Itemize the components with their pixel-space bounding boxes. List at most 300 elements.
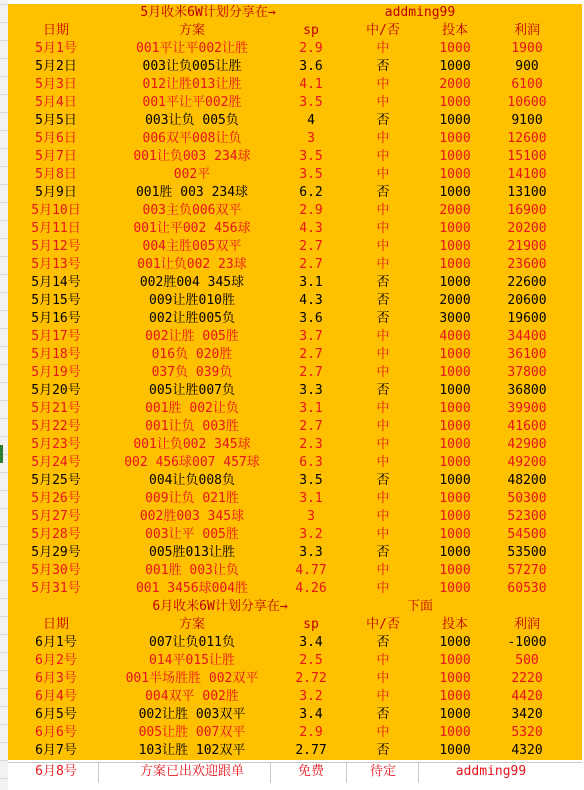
cell-stake[interactable]: 3000 xyxy=(439,311,471,326)
cell-profit[interactable]: 3420 xyxy=(511,707,543,722)
cell-plan[interactable]: 001胜 002让负 xyxy=(145,401,239,416)
cell-profit[interactable]: 19600 xyxy=(507,311,547,326)
cell-stake[interactable]: 1000 xyxy=(439,527,471,542)
cell-stake[interactable]: 1000 xyxy=(439,383,471,398)
cell-date[interactable]: 5月27号 xyxy=(31,509,81,524)
cell-profit[interactable]: 9100 xyxy=(511,113,543,128)
cell-plan[interactable]: 002胜004 345球 xyxy=(139,275,245,290)
cell-sp[interactable]: 2.5 xyxy=(299,653,323,668)
cell-date[interactable]: 5月4日 xyxy=(35,95,77,110)
cell-result[interactable]: 否 xyxy=(376,707,390,722)
row-divider xyxy=(0,4,8,5)
cell-profit[interactable]: 4420 xyxy=(511,689,543,704)
cell-profit[interactable]: 36800 xyxy=(507,383,547,398)
cell-date[interactable]: 6月2号 xyxy=(35,653,77,668)
cell-plan[interactable]: 002让胜005负 xyxy=(149,311,235,326)
cell-result[interactable]: 中 xyxy=(376,203,390,218)
cell-date[interactable]: 5月28号 xyxy=(31,527,81,542)
cell-plan[interactable]: 001让负 003胜 xyxy=(145,419,239,434)
cell-stake[interactable]: 1000 xyxy=(439,419,471,434)
cell-profit[interactable]: 21900 xyxy=(507,239,547,254)
cell-stake[interactable]: 1000 xyxy=(439,239,471,254)
cell-result[interactable]: 中 xyxy=(376,527,390,542)
cell-date[interactable]: 5月21号 xyxy=(31,401,81,416)
cell-plan[interactable]: 012让胜013让胜 xyxy=(142,77,242,92)
column-header-stake[interactable]: 投本 xyxy=(441,617,468,632)
cell-plan[interactable]: 009让负 021胜 xyxy=(145,491,239,506)
cell-date[interactable]: 5月31号 xyxy=(31,581,81,596)
may-table-row xyxy=(8,508,582,526)
cell-plan[interactable]: 001让负003 234球 xyxy=(133,149,251,164)
cell-stake[interactable]: 4000 xyxy=(439,329,471,344)
may-table-row xyxy=(8,418,582,436)
cell-date[interactable]: 5月6日 xyxy=(35,131,77,146)
june-table-row xyxy=(8,688,582,706)
cell-sp[interactable]: 3.4 xyxy=(299,635,323,650)
cell-result[interactable]: 中 xyxy=(376,167,390,182)
cell-sp[interactable]: 4.3 xyxy=(299,221,323,236)
cell-profit[interactable]: 34400 xyxy=(507,329,547,344)
cell-date[interactable]: 5月10日 xyxy=(31,203,81,218)
cell-date[interactable]: 5月13号 xyxy=(31,257,81,272)
cell-result[interactable]: 否 xyxy=(376,275,390,290)
cell-plan[interactable]: 103让胜 102双平 xyxy=(138,743,246,758)
cell-sp[interactable]: 3.3 xyxy=(299,383,323,398)
cell-result[interactable]: 中 xyxy=(376,257,390,272)
cell-result[interactable]: 中 xyxy=(376,725,390,740)
cell-sp[interactable]: 2.7 xyxy=(299,257,323,272)
cell-stake[interactable]: 1000 xyxy=(439,401,471,416)
cell-date[interactable]: 5月5日 xyxy=(35,113,77,128)
may-table-row xyxy=(8,220,582,238)
cell-result[interactable]: 否 xyxy=(376,635,390,650)
cell-plan[interactable]: 037负 039负 xyxy=(151,365,233,380)
cell-stake[interactable]: 1000 xyxy=(439,365,471,380)
cell-plan[interactable]: 001胜 003让负 xyxy=(145,563,239,578)
cell-profit[interactable]: 41600 xyxy=(507,419,547,434)
cell-stake[interactable]: 1000 xyxy=(439,671,471,686)
cell-date[interactable]: 6月7号 xyxy=(35,743,77,758)
last-row xyxy=(8,762,582,783)
cell-date[interactable]: 5月11日 xyxy=(31,221,81,236)
cell-date[interactable]: 6月8号 xyxy=(35,764,77,779)
cell-stake[interactable]: 2000 xyxy=(439,293,471,308)
cell-profit[interactable]: 20600 xyxy=(507,293,547,308)
cell-plan[interactable]: 003主负006双平 xyxy=(142,203,242,218)
june-header-row xyxy=(8,616,582,634)
cell-date[interactable]: 5月20号 xyxy=(31,383,81,398)
cell-plan[interactable]: 001半场胜胜 002双平 xyxy=(125,671,259,686)
cell-profit[interactable]: 900 xyxy=(515,59,539,74)
june-table-row xyxy=(8,634,582,652)
cell-date[interactable]: 5月30号 xyxy=(31,563,81,578)
cell-date[interactable]: 5月25号 xyxy=(31,473,81,488)
cell-stake[interactable]: 2000 xyxy=(439,77,471,92)
cell-profit[interactable]: 57270 xyxy=(507,563,547,578)
cell-stake[interactable]: 1000 xyxy=(439,221,471,236)
cell-stake[interactable]: 1000 xyxy=(439,509,471,524)
column-header-sp[interactable]: sp xyxy=(303,617,319,632)
cell-profit[interactable]: -1000 xyxy=(507,635,547,650)
cell-date[interactable]: 5月17号 xyxy=(31,329,81,344)
cell-result[interactable]: 中 xyxy=(376,239,390,254)
cell-stake[interactable]: 1000 xyxy=(439,635,471,650)
cell-plan[interactable]: 016负 020胜 xyxy=(151,347,233,362)
column-header-date[interactable]: 日期 xyxy=(42,23,69,38)
spreadsheet-grid[interactable] xyxy=(8,0,582,790)
cell-plan[interactable]: 001平让平002让胜 xyxy=(136,41,248,56)
cell-profit[interactable]: 5320 xyxy=(511,725,543,740)
cell-stake[interactable]: 1000 xyxy=(439,743,471,758)
cell-result[interactable]: 否 xyxy=(376,473,390,488)
cell-profit[interactable]: 4320 xyxy=(511,743,543,758)
cell-date[interactable]: 5月15号 xyxy=(31,293,81,308)
column-header-plan[interactable]: 方案 xyxy=(178,23,205,38)
cell-date[interactable]: 5月29号 xyxy=(31,545,81,560)
cell-result[interactable]: 否 xyxy=(376,311,390,326)
may-title-label[interactable]: 5月收米6W计划分享在→ xyxy=(140,5,276,20)
cell-stake[interactable]: 1000 xyxy=(439,167,471,182)
column-header-date[interactable]: 日期 xyxy=(42,617,69,632)
cell-result[interactable]: 否 xyxy=(376,185,390,200)
may-title-row xyxy=(8,4,582,22)
cell-profit[interactable]: 53500 xyxy=(507,545,547,560)
cell-stake[interactable]: 1000 xyxy=(439,689,471,704)
cell-stake[interactable]: 1000 xyxy=(439,653,471,668)
cell-result[interactable]: 中 xyxy=(376,509,390,524)
may-table-row xyxy=(8,490,582,508)
cell-result[interactable]: 中 xyxy=(376,581,390,596)
june-title-note[interactable]: 下面 xyxy=(406,599,433,614)
cell-stake[interactable]: 1000 xyxy=(439,473,471,488)
cell-sp[interactable]: 4.26 xyxy=(295,581,327,596)
cell-profit[interactable]: 16900 xyxy=(507,203,547,218)
june-title-row xyxy=(8,598,582,616)
may-table-row xyxy=(8,400,582,418)
cell-plan[interactable]: 002胜003 345球 xyxy=(139,509,245,524)
cell-result[interactable]: 中 xyxy=(376,95,390,110)
cell-plan[interactable]: 006双平008让负 xyxy=(142,131,242,146)
cell-sp[interactable]: 3.5 xyxy=(299,167,323,182)
cell-stake[interactable]: 1000 xyxy=(439,41,471,56)
may-table-row xyxy=(8,40,582,58)
cell-sp[interactable]: 2.7 xyxy=(299,239,323,254)
cell-plan[interactable]: 014平015让胜 xyxy=(149,653,235,668)
cell-date[interactable]: 5月19号 xyxy=(31,365,81,380)
cell-date[interactable]: 6月5号 xyxy=(35,707,77,722)
cell-sp[interactable]: 2.9 xyxy=(299,203,323,218)
june-table-row xyxy=(8,724,582,742)
cell-result[interactable]: 中 xyxy=(376,221,390,236)
cell-sp[interactable]: 2.72 xyxy=(295,671,327,686)
cell-sp[interactable]: 2.7 xyxy=(299,347,323,362)
cell-sp[interactable]: 4.1 xyxy=(299,77,323,92)
cell-stake[interactable]: 1000 xyxy=(439,257,471,272)
cell-stake[interactable]: 1000 xyxy=(439,185,471,200)
cell-stake[interactable]: 1000 xyxy=(439,59,471,74)
cell-result[interactable]: 中 xyxy=(376,77,390,92)
may-table-row xyxy=(8,202,582,220)
may-table-row xyxy=(8,580,582,598)
may-table-row xyxy=(8,148,582,166)
cell-sp[interactable]: 2.9 xyxy=(299,41,323,56)
cell-sp[interactable]: 4.77 xyxy=(295,563,327,578)
may-table-row xyxy=(8,166,582,184)
may-table-row xyxy=(8,256,582,274)
cell-sp[interactable]: 免费 xyxy=(297,764,324,779)
may-table-row xyxy=(8,76,582,94)
may-table-row xyxy=(8,274,582,292)
cell-stake[interactable]: 2000 xyxy=(439,203,471,218)
cell-profit[interactable]: 39900 xyxy=(507,401,547,416)
may-table-row xyxy=(8,94,582,112)
cell-date[interactable]: 6月6号 xyxy=(35,725,77,740)
cell-sp[interactable]: 3 xyxy=(307,509,315,524)
cell-date[interactable]: 5月12号 xyxy=(31,239,81,254)
cell-plan[interactable]: 004主胜005双平 xyxy=(142,239,242,254)
grid-line xyxy=(346,763,347,783)
may-table-row xyxy=(8,310,582,328)
cell-sp[interactable]: 3.2 xyxy=(299,527,323,542)
column-header-plan[interactable]: 方案 xyxy=(178,617,205,632)
column-header-profit[interactable]: 利润 xyxy=(513,23,540,38)
column-header-result[interactable]: 中/否 xyxy=(366,617,400,632)
cell-result[interactable]: 中 xyxy=(376,491,390,506)
june-table-row xyxy=(8,742,582,760)
cell-date[interactable]: 5月14号 xyxy=(31,275,81,290)
cell-plan[interactable]: 001让负002 345球 xyxy=(133,437,251,452)
cell-sp[interactable]: 3.1 xyxy=(299,401,323,416)
cell-plan[interactable]: 001让平002 456球 xyxy=(133,221,251,236)
may-table-row xyxy=(8,130,582,148)
cell-date[interactable]: 5月3日 xyxy=(35,77,77,92)
may-table-row xyxy=(8,436,582,454)
cell-profit[interactable]: 6100 xyxy=(511,77,543,92)
column-header-stake[interactable]: 投本 xyxy=(441,23,468,38)
cell-sp[interactable]: 4.3 xyxy=(299,293,323,308)
cell-sp[interactable]: 3.1 xyxy=(299,275,323,290)
cell-result[interactable]: 否 xyxy=(376,545,390,560)
may-title-account[interactable]: addming99 xyxy=(384,5,456,20)
cell-result[interactable]: 中 xyxy=(376,455,390,470)
cell-stake[interactable]: 1000 xyxy=(439,149,471,164)
cell-sp[interactable]: 3.6 xyxy=(299,311,323,326)
cell-result[interactable]: 否 xyxy=(376,293,390,308)
cell-sp[interactable]: 2.3 xyxy=(299,437,323,452)
cell-sp[interactable]: 2.7 xyxy=(299,419,323,434)
cell-plan[interactable]: 004双平 002胜 xyxy=(145,689,239,704)
cell-date[interactable]: 5月1号 xyxy=(35,41,77,56)
cell-plan[interactable]: 001 3456球004胜 xyxy=(135,581,249,596)
cell-profit[interactable]: 12600 xyxy=(507,131,547,146)
cell-sp[interactable]: 3 xyxy=(307,131,315,146)
cell-sp[interactable]: 2.77 xyxy=(295,743,327,758)
cell-profit[interactable]: 54500 xyxy=(507,527,547,542)
may-table-row xyxy=(8,58,582,76)
cell-date[interactable]: 5月2日 xyxy=(35,59,77,74)
row-divider xyxy=(0,598,8,599)
cell-result[interactable]: 中 xyxy=(376,365,390,380)
cell-date[interactable]: 6月1号 xyxy=(35,635,77,650)
cell-sp[interactable]: 3.2 xyxy=(299,689,323,704)
cell-date[interactable]: 5月9日 xyxy=(35,185,77,200)
cell-stake[interactable]: 1000 xyxy=(439,437,471,452)
cell-sp[interactable]: 3.7 xyxy=(299,329,323,344)
cell-date[interactable]: 5月23号 xyxy=(31,437,81,452)
cell-stake[interactable]: 1000 xyxy=(439,707,471,722)
cell-profit[interactable]: 22600 xyxy=(507,275,547,290)
cell-result[interactable]: 待定 xyxy=(369,764,396,779)
cell-plan[interactable]: 方案已出欢迎跟单 xyxy=(139,764,244,779)
cell-sp[interactable]: 3.5 xyxy=(299,473,323,488)
cell-sp[interactable]: 3.6 xyxy=(299,59,323,74)
cell-result[interactable]: 中 xyxy=(376,689,390,704)
cell-profit[interactable]: 23600 xyxy=(507,257,547,272)
cell-date[interactable]: 5月16号 xyxy=(31,311,81,326)
cell-stake[interactable]: 1000 xyxy=(439,725,471,740)
cell-date[interactable]: 5月24号 xyxy=(31,455,81,470)
cell-stake[interactable]: 1000 xyxy=(439,581,471,596)
cell-profit[interactable]: 10600 xyxy=(507,95,547,110)
row-divider xyxy=(0,760,8,761)
column-header-profit[interactable]: 利润 xyxy=(513,617,540,632)
cell-profit[interactable]: 52300 xyxy=(507,509,547,524)
cell-sp[interactable]: 2.9 xyxy=(299,725,323,740)
may-table-row xyxy=(8,454,582,472)
cell-plan[interactable]: 007让负011负 xyxy=(149,635,235,650)
may-table-row xyxy=(8,562,582,580)
cell-date[interactable]: 5月26号 xyxy=(31,491,81,506)
cell-date[interactable]: 6月4号 xyxy=(35,689,77,704)
cell-profit[interactable]: 14100 xyxy=(507,167,547,182)
cell-result[interactable]: 否 xyxy=(376,383,390,398)
cell-profit[interactable]: 500 xyxy=(515,653,539,668)
may-table-row xyxy=(8,364,582,382)
may-table-row xyxy=(8,292,582,310)
cell-result[interactable]: 中 xyxy=(376,563,390,578)
column-header-result[interactable]: 中/否 xyxy=(366,23,400,38)
cell-stake[interactable]: 1000 xyxy=(439,347,471,362)
cell-stake[interactable]: 1000 xyxy=(439,491,471,506)
cell-plan[interactable]: 005让胜 007双平 xyxy=(138,725,246,740)
cell-date[interactable]: 5月8日 xyxy=(35,167,77,182)
cell-sp[interactable]: 3.4 xyxy=(299,707,323,722)
grid-line xyxy=(418,763,419,783)
cell-sp[interactable]: 3.3 xyxy=(299,545,323,560)
cell-result[interactable]: 中 xyxy=(376,149,390,164)
may-table-row xyxy=(8,184,582,202)
cell-profit[interactable]: 20200 xyxy=(507,221,547,236)
cell-profit[interactable]: 2220 xyxy=(511,671,543,686)
cell-sp[interactable]: 3.5 xyxy=(299,95,323,110)
grid-line xyxy=(270,763,271,783)
cell-result[interactable]: 否 xyxy=(376,743,390,758)
cell-stake[interactable]: 1000 xyxy=(439,455,471,470)
cell-result[interactable]: 中 xyxy=(376,131,390,146)
may-table-row xyxy=(8,382,582,400)
cell-stake[interactable]: 1000 xyxy=(439,545,471,560)
cell-result[interactable]: 中 xyxy=(376,347,390,362)
cell-sp[interactable]: 2.7 xyxy=(299,365,323,380)
cell-profit[interactable]: 37800 xyxy=(507,365,547,380)
cell-sp[interactable]: 4 xyxy=(307,113,315,128)
cell-sp[interactable]: 3.5 xyxy=(299,149,323,164)
cell-result[interactable]: 中 xyxy=(376,329,390,344)
cell-plan[interactable]: 005让胜007负 xyxy=(149,383,235,398)
cell-stake[interactable]: 1000 xyxy=(439,275,471,290)
cell-result[interactable]: 中 xyxy=(376,401,390,416)
may-table-row xyxy=(8,328,582,346)
cell-profit[interactable]: 36100 xyxy=(507,347,547,362)
cell-stake[interactable]: 1000 xyxy=(439,131,471,146)
june-table-row xyxy=(8,670,582,688)
cell-result[interactable]: 中 xyxy=(376,41,390,56)
cell-result[interactable]: 中 xyxy=(376,437,390,452)
cell-plan[interactable]: 001让负002 23球 xyxy=(137,257,247,272)
cell-plan[interactable]: 009让胜010胜 xyxy=(149,293,235,308)
cell-plan[interactable]: 002 456球007 457球 xyxy=(124,455,260,470)
may-table-row xyxy=(8,346,582,364)
cell-profit[interactable]: 48200 xyxy=(507,473,547,488)
cell-plan[interactable]: 002平 xyxy=(173,167,211,182)
cell-date[interactable]: 5月7日 xyxy=(35,149,77,164)
cell-plan[interactable]: 002让胜 003双平 xyxy=(138,707,246,722)
cell-stake[interactable]: 1000 xyxy=(439,95,471,110)
may-table-row xyxy=(8,112,582,130)
may-table-row xyxy=(8,526,582,544)
cell-plan[interactable]: 001胜 003 234球 xyxy=(135,185,249,200)
cell-profit[interactable]: 60530 xyxy=(507,581,547,596)
may-table-row xyxy=(8,544,582,562)
cell-result[interactable]: 否 xyxy=(376,59,390,74)
cell-result[interactable]: 中 xyxy=(376,653,390,668)
cell-stake[interactable]: 1000 xyxy=(439,563,471,578)
cell-plan[interactable]: 003让负005让胜 xyxy=(142,59,242,74)
column-header-sp[interactable]: sp xyxy=(303,23,319,38)
cell-account[interactable]: addming99 xyxy=(455,764,527,779)
cell-result[interactable]: 否 xyxy=(376,113,390,128)
cell-sp[interactable]: 6.2 xyxy=(299,185,323,200)
cell-sp[interactable]: 6.3 xyxy=(299,455,323,470)
cell-profit[interactable]: 49200 xyxy=(507,455,547,470)
cell-sp[interactable]: 3.1 xyxy=(299,491,323,506)
june-title-label[interactable]: 6月收米6W计划分享在→ xyxy=(152,599,288,614)
cell-result[interactable]: 中 xyxy=(376,671,390,686)
cell-plan[interactable]: 001平让平002胜 xyxy=(142,95,242,110)
cell-stake[interactable]: 1000 xyxy=(439,113,471,128)
cell-profit[interactable]: 50300 xyxy=(507,491,547,506)
cell-result[interactable]: 中 xyxy=(376,419,390,434)
cell-plan[interactable]: 004让负008负 xyxy=(149,473,235,488)
cell-profit[interactable]: 13100 xyxy=(507,185,547,200)
cell-plan[interactable]: 002让胜 005胜 xyxy=(145,329,239,344)
cell-plan[interactable]: 005胜013让胜 xyxy=(149,545,235,560)
may-header-row xyxy=(8,22,582,40)
cell-profit[interactable]: 42900 xyxy=(507,437,547,452)
cell-plan[interactable]: 003让负 005负 xyxy=(145,113,239,128)
grid-line xyxy=(98,763,99,783)
cell-date[interactable]: 6月3号 xyxy=(35,671,77,686)
june-table-row xyxy=(8,706,582,724)
cell-date[interactable]: 5月22号 xyxy=(31,419,81,434)
cell-profit[interactable]: 1900 xyxy=(511,41,543,56)
cell-plan[interactable]: 003让平 005胜 xyxy=(145,527,239,542)
cell-date[interactable]: 5月18号 xyxy=(31,347,81,362)
june-table-row xyxy=(8,652,582,670)
cell-profit[interactable]: 15100 xyxy=(507,149,547,164)
may-table-row xyxy=(8,238,582,256)
may-table-row xyxy=(8,472,582,490)
